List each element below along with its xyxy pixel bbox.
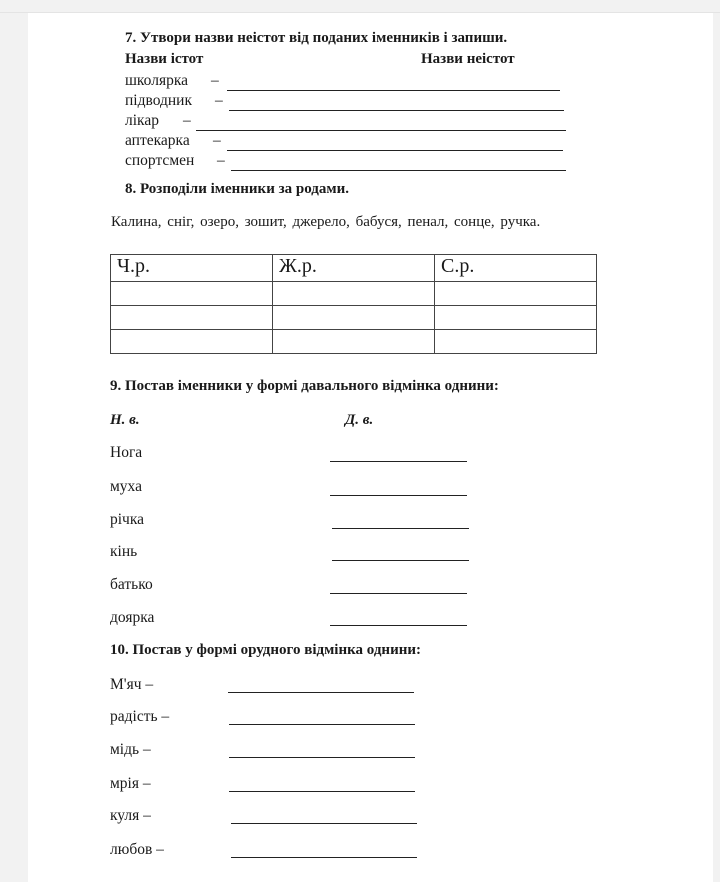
task7-item: школярка [125,72,189,89]
task7-dash: – [183,112,191,129]
answer-line[interactable] [332,528,469,529]
task10-item: любов – [110,841,164,858]
table-cell[interactable] [111,330,273,354]
answer-line[interactable] [231,823,417,824]
answer-line[interactable] [330,495,467,496]
table-cell[interactable] [435,306,597,330]
task7-col-left: Назви істот [125,51,204,67]
task9-col-right: Д. в. [345,412,374,428]
task9-item: муха [110,478,142,495]
table-cell[interactable] [435,282,597,306]
answer-line[interactable] [227,90,560,91]
task9-item: річка [110,511,145,528]
task7-item: підводник [125,92,193,109]
answer-line[interactable] [229,110,564,111]
task7-dash: – [215,92,223,109]
table-cell[interactable] [435,330,597,354]
answer-line[interactable] [229,724,415,725]
answer-line[interactable] [228,692,414,693]
answer-line[interactable] [330,461,467,462]
task7-title: 7. Утвори назви неістот від поданих іменників і запиши. [125,30,508,46]
task10-item: куля – [110,807,151,824]
table-cell[interactable] [111,282,273,306]
task8-title: 8. Розподіли іменники за родами. [125,181,349,197]
task10-item: мідь – [110,741,151,758]
task7-dash: – [211,72,219,89]
header-feminine: Ж.р. [273,255,435,282]
answer-line[interactable] [229,757,415,758]
task7-dash: – [213,132,221,149]
task9-item: батько [110,576,153,593]
gender-table [110,254,597,354]
viewer-top-bar [0,0,720,13]
task7-item: аптекарка [125,132,190,149]
answer-line[interactable] [332,560,469,561]
task7-col-right: Назви неістот [421,51,515,67]
task9-item: кінь [110,543,138,560]
answer-line[interactable] [227,150,563,151]
task10-item: М'яч – [110,676,154,693]
answer-line[interactable] [330,625,467,626]
header-masculine: Ч.р. [111,255,273,282]
table-cell[interactable] [273,282,435,306]
task9-item: Нога [110,444,143,461]
task10-item: мрія – [110,775,151,792]
document-page [28,13,713,882]
task7-item: спортсмен [125,152,195,169]
task7-dash: – [217,152,225,169]
task10-item: радість – [110,708,170,725]
answer-line[interactable] [231,857,417,858]
table-cell[interactable] [273,330,435,354]
task9-title: 9. Постав іменники у формі давального відмінка однини: [110,378,499,394]
table-cell[interactable] [273,306,435,330]
header-neuter: С.р. [435,255,597,282]
answer-line[interactable] [229,791,415,792]
task8-words: Калина, сніг, озеро, зошит, джерело, бабуся, пенал, сонце, ручка. [111,214,541,230]
task10-title: 10. Постав у формі орудного відмінка однини: [110,642,421,658]
answer-line[interactable] [231,170,566,171]
task7-item: лікар [125,112,159,129]
task9-col-left: Н. в. [110,412,140,428]
answer-line[interactable] [330,593,467,594]
task9-item: доярка [110,609,155,626]
table-cell[interactable] [111,306,273,330]
answer-line[interactable] [196,130,566,131]
